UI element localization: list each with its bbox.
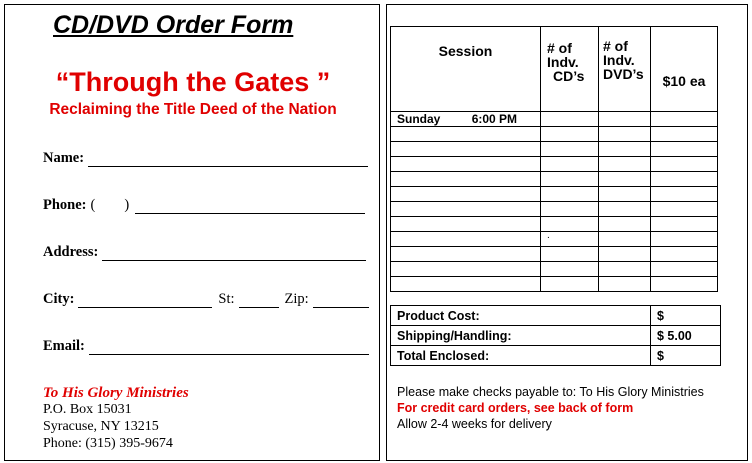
cds-qty-cell[interactable]: [541, 127, 599, 142]
cds-qty-cell[interactable]: [541, 247, 599, 262]
shipping-row: [391, 326, 721, 346]
state-label: St:: [218, 291, 235, 307]
credit-card-note: For credit card orders, see back of form: [397, 401, 634, 415]
table-row: [391, 247, 718, 262]
order-form-right-panel: [386, 4, 748, 461]
cds-qty-cell[interactable]: [541, 232, 599, 247]
price-cell[interactable]: [651, 217, 718, 232]
stray-mark: .: [547, 230, 550, 241]
name-field[interactable]: [88, 152, 368, 167]
product-cost-value[interactable]: $: [651, 306, 721, 326]
price-cell[interactable]: [651, 127, 718, 142]
dvds-header-line-1: # of: [603, 38, 628, 54]
phone-area-code: ( ): [90, 197, 130, 213]
session-cell[interactable]: [391, 277, 541, 292]
total-label: Total Enclosed:: [391, 346, 651, 366]
zip-label: Zip:: [284, 291, 309, 307]
session-cell[interactable]: [391, 142, 541, 157]
session-day: Sunday: [397, 112, 441, 126]
table-row: [391, 157, 718, 172]
session-cell[interactable]: [391, 187, 541, 202]
form-title: CD/DVD Order Form: [53, 11, 294, 39]
phone-label: Phone:: [43, 197, 87, 213]
city-row: [43, 288, 373, 308]
price-cell[interactable]: [651, 262, 718, 277]
product-cost-label: Product Cost:: [391, 306, 651, 326]
email-field[interactable]: [89, 340, 369, 355]
session-order-table: [390, 26, 718, 292]
name-label: Name:: [43, 150, 85, 166]
cds-header-line-3: CD’s: [553, 68, 585, 84]
cds-qty-cell[interactable]: [541, 262, 599, 277]
cds-header: [541, 27, 599, 112]
cds-qty-cell[interactable]: [541, 142, 599, 157]
cds-qty-cell[interactable]: [541, 157, 599, 172]
session-cell[interactable]: [391, 262, 541, 277]
address-field[interactable]: [102, 246, 366, 261]
table-row: [391, 202, 718, 217]
table-row: [391, 127, 718, 142]
session-cell: [391, 112, 541, 127]
table-row: [391, 217, 718, 232]
cds-qty-cell[interactable]: [541, 202, 599, 217]
address-label: Address:: [43, 244, 99, 260]
session-time: 6:00 PM: [471, 112, 518, 126]
email-label: Email:: [43, 338, 85, 354]
table-row: [391, 262, 718, 277]
table-row: [391, 172, 718, 187]
state-field[interactable]: [239, 293, 279, 308]
price-cell[interactable]: [651, 232, 718, 247]
session-cell[interactable]: [391, 172, 541, 187]
dvds-qty-cell[interactable]: [599, 142, 651, 157]
session-cell[interactable]: [391, 202, 541, 217]
price-cell[interactable]: [651, 187, 718, 202]
cds-header-line-2: Indv.: [547, 54, 579, 70]
price-header: $10 ea: [651, 27, 718, 112]
session-header: Session: [391, 27, 541, 112]
price-cell[interactable]: [651, 112, 718, 127]
table-row: [391, 277, 718, 292]
session-cell[interactable]: [391, 232, 541, 247]
dvds-qty-cell[interactable]: [599, 127, 651, 142]
cds-qty-cell[interactable]: [541, 277, 599, 292]
phone-field[interactable]: [135, 199, 365, 214]
delivery-note: Allow 2-4 weeks for delivery: [397, 417, 552, 431]
email-row: [43, 335, 373, 355]
session-cell[interactable]: [391, 247, 541, 262]
price-cell[interactable]: [651, 202, 718, 217]
ministry-city: Syracuse, NY 13215: [43, 419, 159, 434]
name-row: [43, 147, 373, 167]
address-row: [43, 241, 373, 261]
cds-qty-cell[interactable]: [541, 187, 599, 202]
cds-header-line-1: # of: [547, 40, 572, 56]
session-cell[interactable]: [391, 157, 541, 172]
dvds-header-line-3: DVD’s: [603, 66, 644, 82]
table-header-row: [391, 27, 718, 112]
event-title: “Through the Gates ”: [55, 67, 331, 97]
ministry-po-box: P.O. Box 15031: [43, 402, 132, 417]
city-label: City:: [43, 291, 75, 307]
price-cell[interactable]: [651, 277, 718, 292]
dvds-qty-cell[interactable]: [599, 187, 651, 202]
price-cell[interactable]: [651, 142, 718, 157]
phone-row: [43, 194, 373, 214]
ministry-name: To His Glory Ministries: [43, 385, 189, 401]
table-row: [391, 232, 718, 247]
session-cell[interactable]: [391, 127, 541, 142]
price-cell[interactable]: [651, 172, 718, 187]
dvds-qty-cell[interactable]: [599, 232, 651, 247]
dvds-header: [599, 27, 651, 112]
session-cell[interactable]: [391, 217, 541, 232]
total-value[interactable]: $: [651, 346, 721, 366]
cds-qty-cell[interactable]: [541, 112, 599, 127]
dvds-qty-cell[interactable]: [599, 112, 651, 127]
dvds-qty-cell[interactable]: [599, 157, 651, 172]
cost-summary-table: [390, 305, 721, 366]
dvds-qty-cell[interactable]: [599, 262, 651, 277]
dvds-qty-cell[interactable]: [599, 217, 651, 232]
price-cell[interactable]: [651, 247, 718, 262]
table-row: [391, 187, 718, 202]
dvds-qty-cell[interactable]: [599, 202, 651, 217]
price-cell[interactable]: [651, 157, 718, 172]
shipping-value: $ 5.00: [651, 326, 721, 346]
table-row: [391, 112, 718, 127]
event-subtitle: Reclaiming the Title Deed of the Nation: [49, 101, 337, 118]
zip-field[interactable]: [313, 293, 369, 308]
city-field[interactable]: [78, 293, 212, 308]
dvds-qty-cell[interactable]: [599, 172, 651, 187]
table-row: [391, 142, 718, 157]
dvds-qty-cell[interactable]: [599, 277, 651, 292]
shipping-label: Shipping/Handling:: [391, 326, 651, 346]
dvds-header-line-2: Indv.: [603, 52, 635, 68]
cds-qty-cell[interactable]: [541, 172, 599, 187]
product-cost-row: [391, 306, 721, 326]
order-form-left-panel: [4, 4, 380, 461]
checks-note: Please make checks payable to: To His Glory Ministries: [397, 385, 704, 399]
total-row: [391, 346, 721, 366]
dvds-qty-cell[interactable]: [599, 247, 651, 262]
ministry-phone: Phone: (315) 395-9674: [43, 436, 173, 451]
